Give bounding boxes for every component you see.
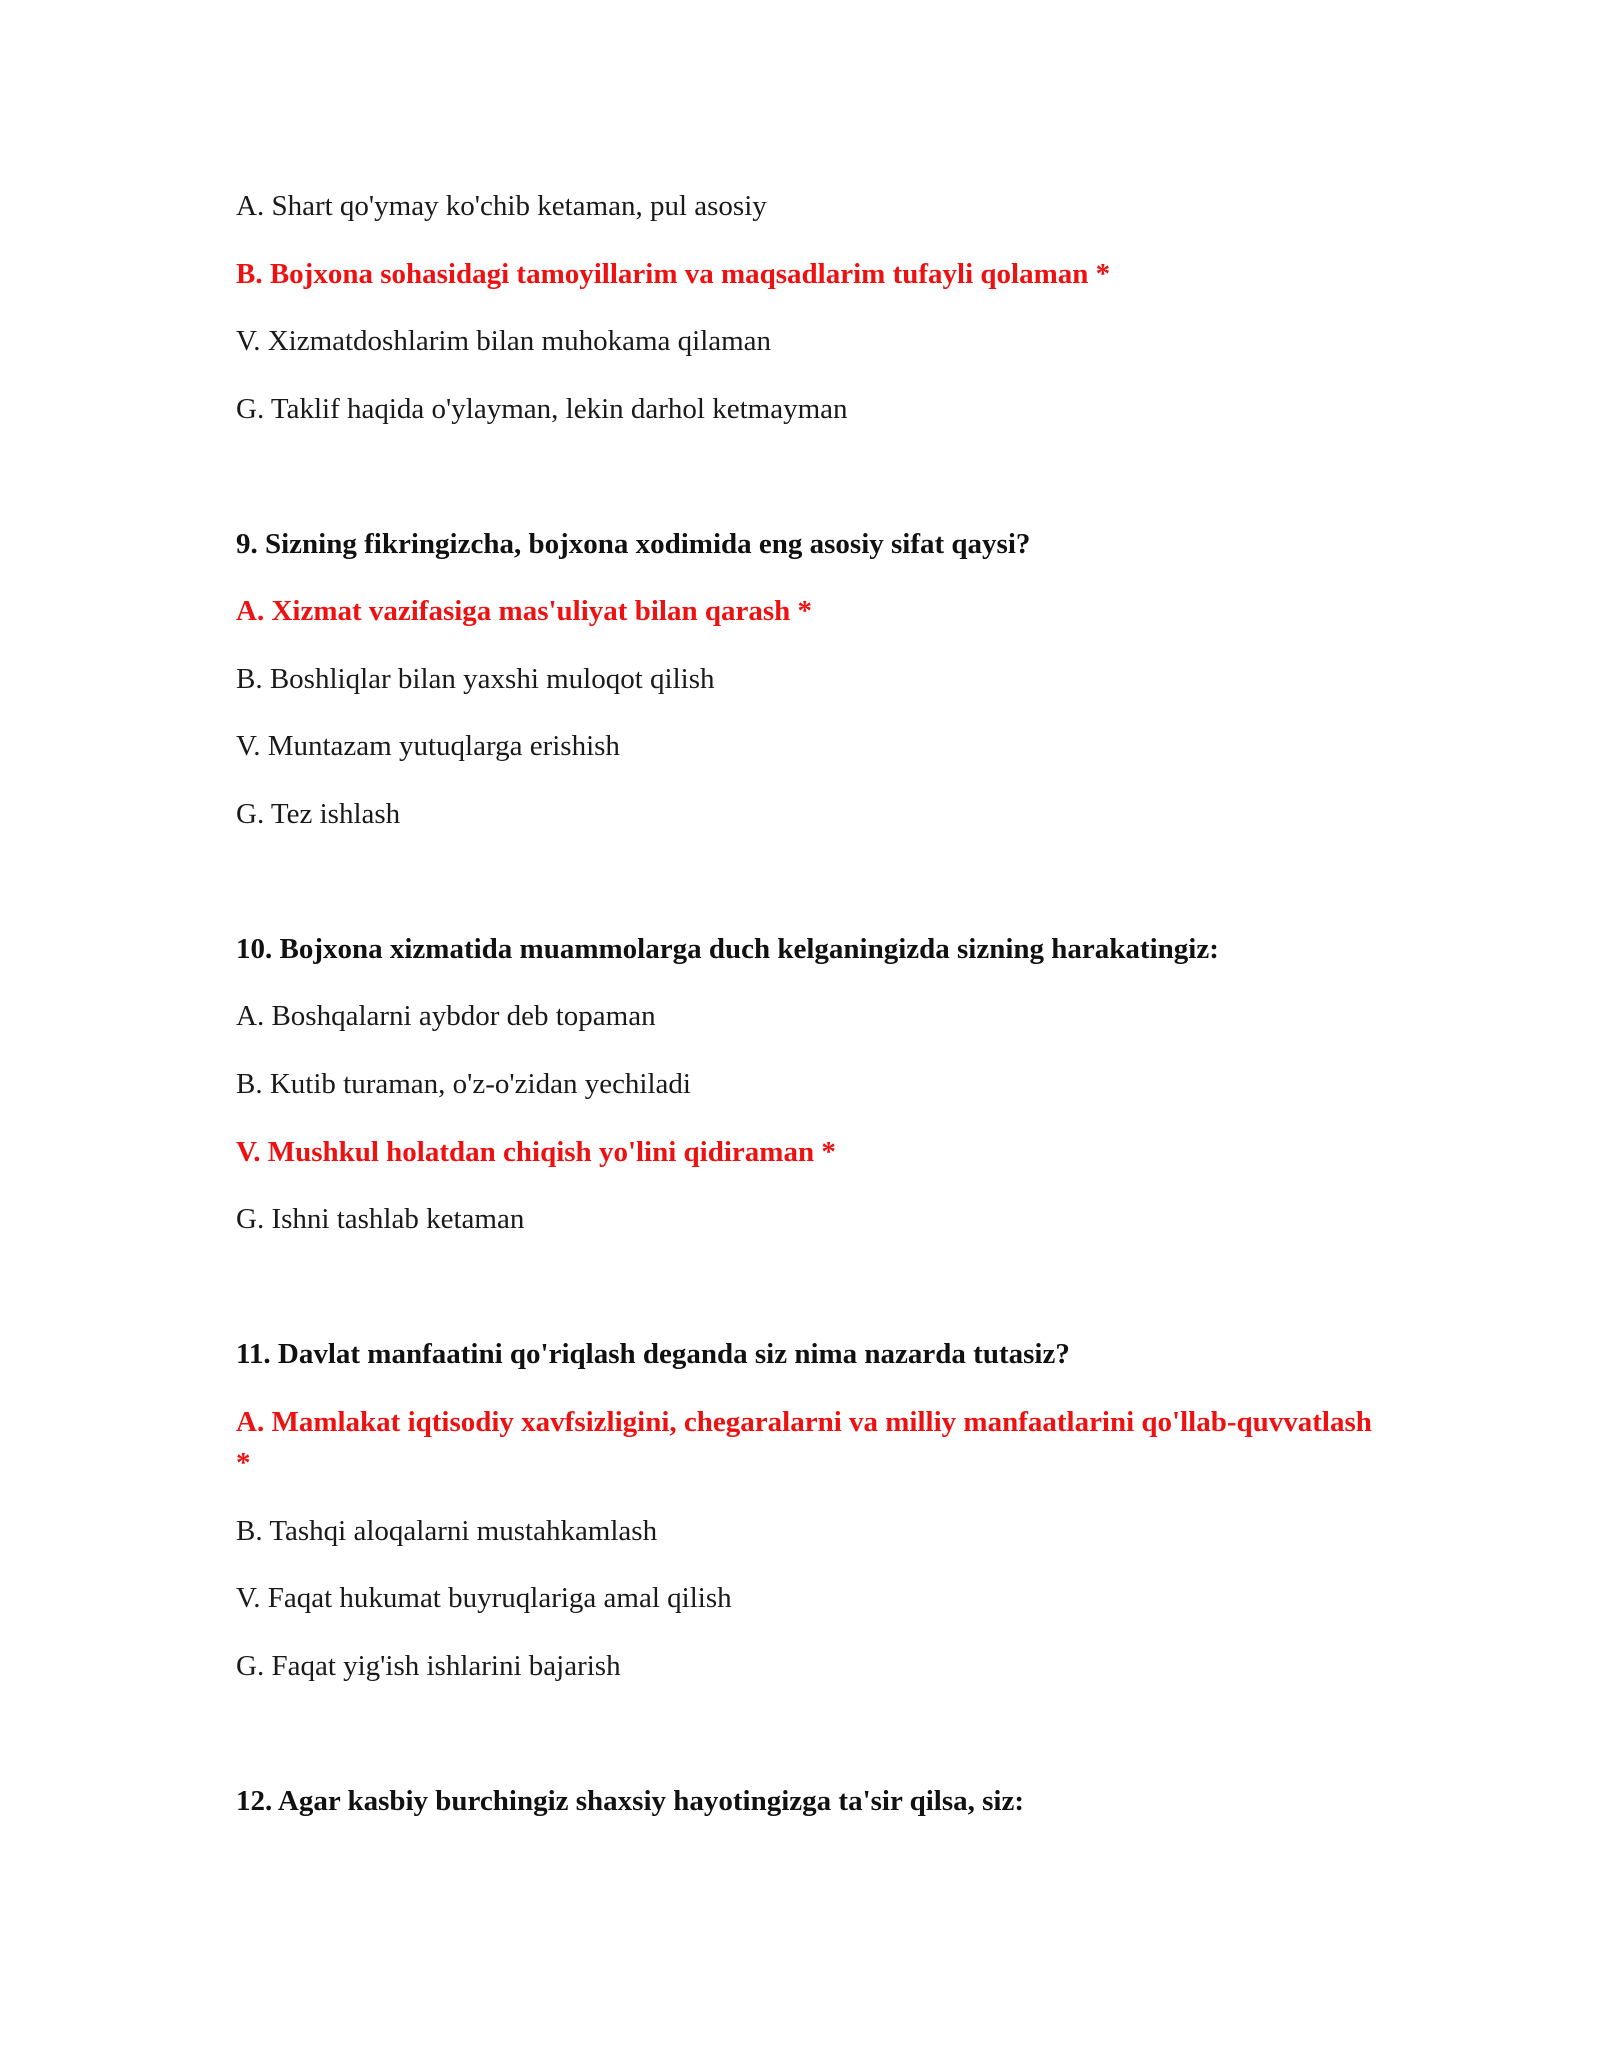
answer-option: V. Xizmatdoshlarim bilan muhokama qilaman [236,325,772,357]
question-title: 10. Bojxona xizmatida muammolarga duch kelganingizda sizning harakatingiz: [236,933,1219,965]
answer-option: G. Ishni tashlab ketaman [236,1203,525,1235]
question-title: 12. Agar kasbiy burchingiz shaxsiy hayotingizga ta'sir qilsa, siz: [236,1785,1024,1817]
correct-answer-option: B. Bojxona sohasidagi tamoyillarim va maqsadlarim tufayli qolaman * [236,258,1111,290]
answer-option: V. Faqat hukumat buyruqlariga amal qilish [236,1582,732,1614]
question-title: 11. Davlat manfaatini qo'riqlash deganda siz nima nazarda tutasiz? [236,1338,1070,1370]
question-title: 9. Sizning fikringizcha, bojxona xodimida eng asosiy sifat qaysi? [236,528,1031,560]
correct-answer-option: A. Xizmat vazifasiga mas'uliyat bilan qarash * [236,595,812,627]
answer-option: B. Kutib turaman, o'z-o'zidan yechiladi [236,1068,691,1100]
answer-option: G. Taklif haqida o'ylayman, lekin darhol ketmayman [236,393,848,425]
answer-option: A. Boshqalarni aybdor deb topaman [236,1000,656,1032]
correct-answer-option: V. Mushkul holatdan chiqish yo'lini qidiraman * [236,1136,836,1168]
answer-option: B. Tashqi aloqalarni mustahkamlash [236,1515,658,1547]
answer-option: V. Muntazam yutuqlarga erishish [236,730,620,762]
answer-option: G. Faqat yig'ish ishlarini bajarish [236,1650,621,1682]
answer-option: G. Tez ishlash [236,798,401,830]
answer-option: A. Shart qo'ymay ko'chib ketaman, pul asosiy [236,190,767,222]
answer-option: B. Boshliqlar bilan yaxshi muloqot qilish [236,663,715,695]
correct-answer-option: A. Mamlakat iqtisodiy xavfsizligini, chegaralarni va milliy manfaatlarini qo'llab-quvvatlash * [236,1406,1372,1479]
